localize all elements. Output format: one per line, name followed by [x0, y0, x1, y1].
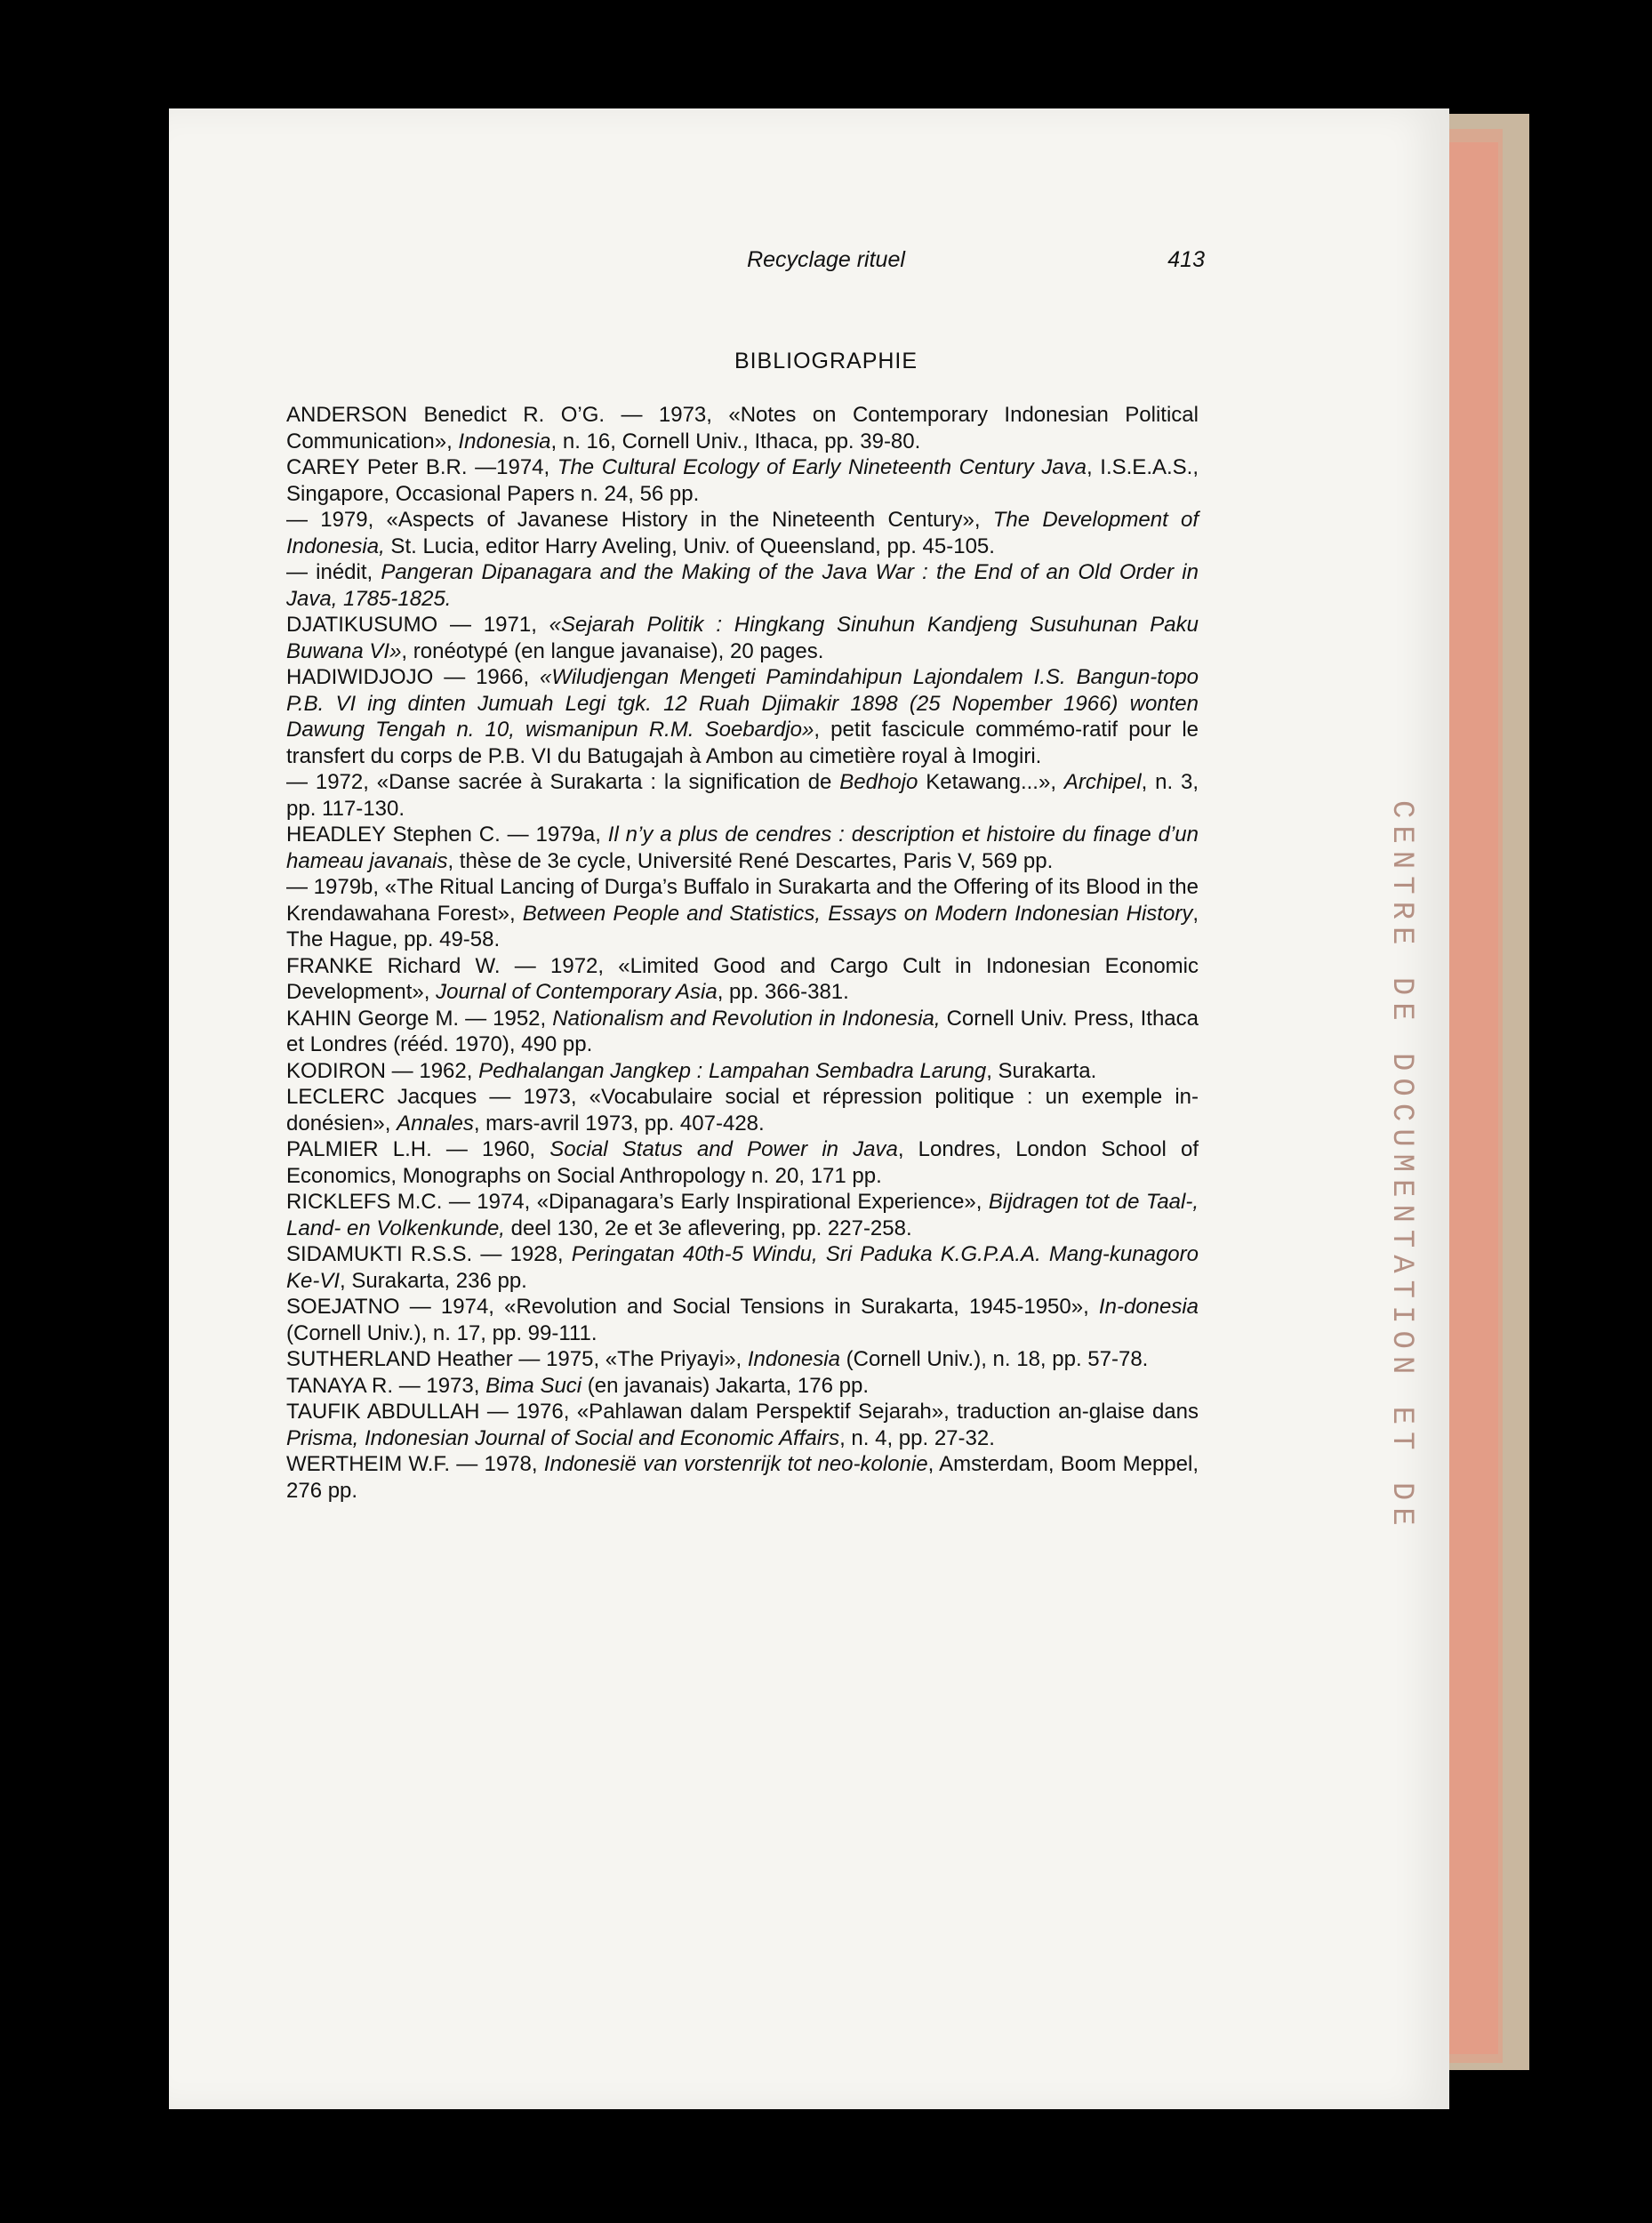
entry-text: , petit fascicule commémo-ratif pour le transfert du corps de P.B. VI du Batugajah à Ambon au cimetière royal à Imogiri. [286, 718, 1199, 768]
entry-text: , Amsterdam, Boom Meppel, 276 pp. [286, 1452, 1199, 1503]
entry-title-italic: The Cultural Ecology of Early Nineteenth Century Java [557, 455, 1087, 479]
entry-text: (en javanais) Jakarta, 176 pp. [581, 1373, 869, 1398]
entry-title-italic: Between People and Statistics, Essays on Modern Indonesian History [522, 901, 1193, 926]
entry-text: FRANKE Richard W. — 1972, «Limited Good and Cargo Cult in Indonesian Economic Development», [286, 953, 1199, 1004]
entry-text: TANAYA R. — 1973, [286, 1373, 486, 1398]
entry-text: (Cornell Univ.), n. 18, pp. 57-78. [839, 1347, 1149, 1371]
entry-title-italic: Indonesia [458, 429, 551, 453]
running-title: Recyclage rituel [747, 247, 905, 272]
entry-text: , Surakarta. [986, 1058, 1097, 1083]
entry-text: — 1972, «Danse sacrée à Surakarta : la signification de [286, 770, 840, 794]
entry-text: KODIRON — 1962, [286, 1058, 479, 1083]
entry-text: CAREY Peter B.R. —1974, [286, 455, 557, 479]
bibliography-entry [286, 953, 1199, 1006]
entry-text: PALMIER L.H. — 1960, [286, 1137, 550, 1161]
entry-text: — 1979, «Aspects of Javanese History in the Nineteenth Century», [286, 508, 993, 532]
entry-title-italic: «Sejarah Politik : Hingkang Sinuhun Kandjeng Susuhunan Paku Buwana VI» [286, 613, 1199, 663]
entry-title-italic: Archipel [1063, 770, 1142, 794]
bibliography-entry [286, 1084, 1199, 1136]
entry-title-italic: Annales [397, 1111, 474, 1136]
entry-text: , I.S.E.A.S., Singapore, Occasional Papers n. 24, 56 pp. [286, 455, 1199, 506]
entry-title-italic: Social Status and Power in Java [549, 1137, 898, 1161]
entry-text: RICKLEFS M.C. — 1974, «Dipanagara’s Early Inspirational Experience», [286, 1190, 989, 1214]
entry-text: , pp. 366-381. [717, 980, 849, 1004]
entry-text: , n. 4, pp. 27-32. [839, 1425, 995, 1450]
entry-text: HEADLEY Stephen C. — 1979a, [286, 823, 608, 847]
bibliography-entry [286, 612, 1199, 664]
entry-text: — 1979b, «The Ritual Lancing of Durga’s Buffalo in Surakarta and the Offering of its Blood in the Krendawahana Forest», [286, 875, 1199, 926]
entry-title-italic: The Development of Indonesia, [286, 508, 1199, 558]
entry-text: SOEJATNO — 1974, «Revolution and Social Tensions in Surakarta, 1945-1950», [286, 1295, 1099, 1319]
entry-text: , n. 3, pp. 117-130. [286, 770, 1199, 821]
entry-text: ANDERSON Benedict R. O’G. — 1973, «Notes on Contemporary Indonesian Political Communication», [286, 403, 1199, 453]
bibliography-entry [286, 1373, 1199, 1400]
entry-title-italic: Indonesië van vorstenrijk tot neo-kolonie [543, 1452, 928, 1476]
bibliography-entry [286, 1294, 1199, 1346]
bibliography-entry [286, 769, 1199, 822]
bibliography-entry [286, 559, 1199, 612]
entry-text: WERTHEIM W.F. — 1978, [286, 1452, 544, 1476]
entry-title-italic: Journal of Contemporary Asia [436, 980, 718, 1004]
entry-text: — inédit, [286, 560, 381, 584]
entry-text: SUTHERLAND Heather — 1975, «The Priyayi», [286, 1347, 748, 1371]
bibliography-heading: BIBLIOGRAPHIE [734, 349, 918, 373]
bibliography-entry [286, 1189, 1199, 1241]
entry-text: , mars-avril 1973, pp. 407-428. [473, 1111, 765, 1136]
entry-title-italic: Indonesia [747, 1347, 840, 1371]
entry-text: (Cornell Univ.), n. 17, pp. 99-111. [286, 1320, 597, 1345]
bibliography-entry [286, 454, 1199, 507]
entry-text: St. Lucia, editor Harry Aveling, Univ. of Queensland, pp. 45-105. [384, 534, 995, 558]
book-edge-colored [1449, 142, 1498, 2054]
bibliography-entry [286, 1241, 1199, 1294]
entry-title-italic: Bima Suci [485, 1373, 582, 1398]
entry-title-italic: In-donesia [1098, 1295, 1199, 1319]
entry-text: , n. 16, Cornell Univ., Ithaca, pp. 39-80. [550, 429, 921, 453]
bibliography-entry [286, 1136, 1199, 1189]
bibliography-entry [286, 822, 1199, 874]
edge-stamp: CENTRE DE DOCUMENTATION ET DE [1384, 800, 1418, 1533]
bibliography-list [286, 402, 1199, 1504]
bibliography-entry [286, 874, 1199, 953]
entry-title-italic: Pedhalangan Jangkep : Lampahan Sembadra Larung [478, 1058, 987, 1083]
bibliography-entry [286, 1451, 1199, 1504]
page-number: 413 [1167, 247, 1205, 272]
entry-title-italic: Prisma, Indonesian Journal of Social and Economic Affairs [286, 1425, 840, 1450]
entry-text: HADIWIDJOJO — 1966, [286, 665, 541, 689]
entry-text: , ronéotypé (en langue javanaise), 20 pages. [401, 638, 824, 663]
bibliography-entry [286, 402, 1199, 454]
entry-text: SIDAMUKTI R.S.S. — 1928, [286, 1242, 572, 1266]
bibliography-entry [286, 664, 1199, 769]
entry-title-italic: Il n’y a plus de cendres : description et histoire du finage d’un hameau javanais [286, 823, 1199, 873]
bibliography-entry [286, 1006, 1199, 1058]
entry-text: , Londres, London School of Economics, Monographs on Social Anthropology n. 20, 171 pp. [286, 1137, 1199, 1188]
entry-title-italic: Bijdragen tot de Taal-, Land- en Volkenkunde, [286, 1190, 1199, 1240]
entry-title-italic: Nationalism and Revolution in Indonesia, [552, 1006, 941, 1031]
bibliography-entry [286, 1399, 1199, 1451]
entry-text: DJATIKUSUMO — 1971, [286, 613, 549, 637]
entry-title-italic: Bedhojo [839, 770, 918, 794]
entry-text: , thèse de 3e cycle, Université René Descartes, Paris V, 569 pp. [447, 848, 1054, 873]
bibliography-entry [286, 1058, 1199, 1085]
entry-text: KAHIN George M. — 1952, [286, 1006, 553, 1031]
entry-text: Cornell Univ. Press, Ithaca et Londres (rééd. 1970), 490 pp. [286, 1006, 1199, 1056]
entry-text: , The Hague, pp. 49-58. [286, 901, 1199, 951]
entry-text: deel 130, 2e et 3e aflevering, pp. 227-258. [504, 1216, 912, 1240]
entry-title-italic: Pangeran Dipanagara and the Making of the Java War : the End of an Old Order in Java, 1785-1825. [286, 560, 1199, 611]
entry-title-italic: Peringatan 40th-5 Windu, Sri Paduka K.G.P.A.A. Mang-kunagoro Ke-VI [286, 1242, 1199, 1293]
entry-text: LECLERC Jacques — 1973, «Vocabulaire social et répression politique : un exemple in-donésien», [286, 1085, 1199, 1136]
bibliography-entry [286, 507, 1199, 559]
entry-title-italic: «Wiludjengan Mengeti Pamindahipun Lajondalem I.S. Bangun-topo P.B. VI ing dinten Jumuah Legi tgk. 12 Ruah Djimakir 1898 (25 Nopember 1966) wonten Dawung Tengah n. 10, wismanipun R.M. Soebardjo» [286, 665, 1199, 742]
entry-text: Ketawang...», [918, 770, 1064, 794]
entry-text: , Surakarta, 236 pp. [340, 1268, 527, 1293]
entry-text: TAUFIK ABDULLAH — 1976, «Pahlawan dalam Perspektif Sejarah», traduction an-glaise dans [286, 1400, 1199, 1424]
bibliography-entry [286, 1346, 1199, 1373]
